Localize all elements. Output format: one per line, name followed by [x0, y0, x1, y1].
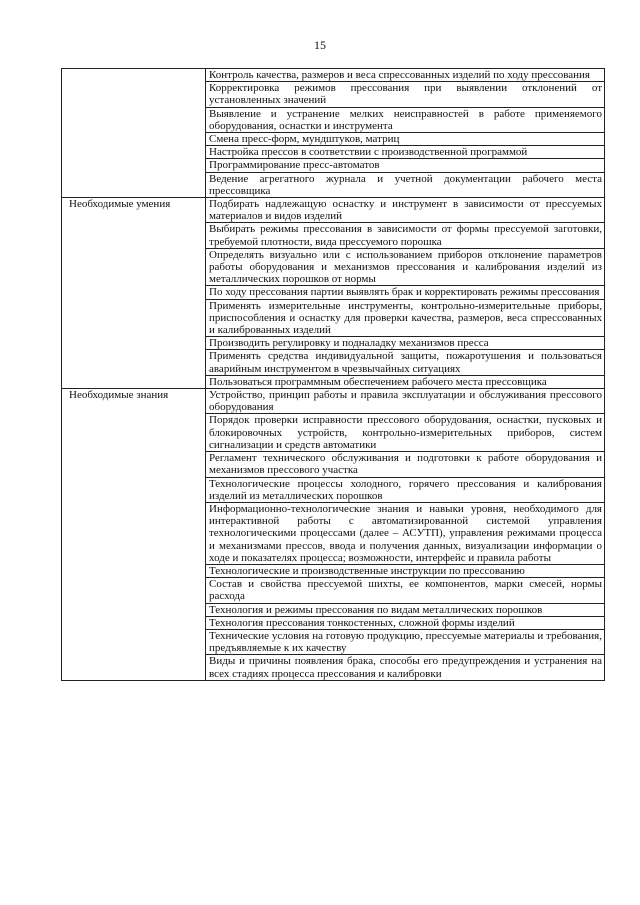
- item-cell: Выявление и устранение мелких неисправностей в работе применяемого оборудования, оснастки и инструмента: [206, 107, 605, 132]
- category-cell: [62, 198, 206, 389]
- item-cell: Технология прессования тонкостенных, сложной формы изделий: [206, 616, 605, 629]
- table-row: [62, 198, 605, 223]
- item-cell: Пользоваться программным обеспечением рабочего места прессовщика: [206, 375, 605, 388]
- item-cell: Регламент технического обслуживания и подготовки к работе оборудования и механизмов прессового участка: [206, 452, 605, 477]
- competency-table: [61, 68, 605, 681]
- item-cell: Технические условия на готовую продукцию, прессуемые материалы и требования, предъявляемые к их качеству: [206, 629, 605, 654]
- item-cell: Смена пресс-форм, мундштуков, матриц: [206, 133, 605, 146]
- table-row: [62, 389, 605, 414]
- category-cell: [62, 69, 206, 198]
- item-cell: Информационно-технологические знания и навыки уровня, необходимого для интерактивной работы с автоматизированной системой управления технологическими процессами (далее – АСУТП), управления режимами процесса и механизмами прессов, ввода и получения данных, визуализации информации о ходе и показателях процесса; возможности, интерфейс и правила работы: [206, 502, 605, 564]
- item-cell: Контроль качества, размеров и веса спрессованных изделий по ходу прессования: [206, 69, 605, 82]
- item-cell: Виды и причины появления брака, способы его предупреждения и устранения на всех стадиях процесса прессования и калибровки: [206, 655, 605, 680]
- competency-table-body: [62, 69, 605, 681]
- item-cell: Настройка прессов в соответствии с производственной программой: [206, 146, 605, 159]
- item-cell: Применять измерительные инструменты, контрольно-измерительные приборы, приспособления и оснастку для проверки качества, размеров, веса спрессованных и калиброванных изделий: [206, 299, 605, 337]
- item-cell: По ходу прессования партии выявлять брак и корректировать режимы прессования: [206, 286, 605, 299]
- item-cell: Определять визуально или с использованием приборов отклонение параметров работы оборудования и механизмов прессования и калибрования изделий из металлических порошков от нормы: [206, 248, 605, 286]
- category-label: Необходимые умения: [69, 198, 171, 211]
- item-cell: Технологические и производственные инструкции по прессованию: [206, 564, 605, 577]
- item-cell: Применять средства индивидуальной защиты, пожаротушения и пользоваться аварийным инструментом в чрезвычайных ситуациях: [206, 350, 605, 375]
- item-cell: Корректировка режимов прессования при выявлении отклонений от установленных значений: [206, 82, 605, 107]
- item-cell: Порядок проверки исправности прессового оборудования, оснастки, пусковых и блокировочных устройств, контрольно-измерительных приборов, систем сигнализации и средств автоматики: [206, 414, 605, 452]
- item-cell: Подбирать надлежащую оснастку и инструмент в зависимости от прессуемых материалов и видов изделий: [206, 198, 605, 223]
- category-label: Необходимые знания: [69, 389, 169, 402]
- item-cell: Ведение агрегатного журнала и учетной документации рабочего места прессовщика: [206, 172, 605, 197]
- table-row: [62, 69, 605, 82]
- item-cell: Устройство, принцип работы и правила эксплуатации и обслуживания прессового оборудования: [206, 389, 605, 414]
- category-cell: [62, 389, 206, 681]
- item-cell: Программирование пресс-автоматов: [206, 159, 605, 172]
- item-cell: Технология и режимы прессования по видам металлических порошков: [206, 603, 605, 616]
- item-cell: Состав и свойства прессуемой шихты, ее компонентов, марки смесей, нормы расхода: [206, 578, 605, 603]
- item-cell: Технологические процессы холодного, горячего прессования и калибрования изделий из металлических порошков: [206, 477, 605, 502]
- page-number: 15: [314, 38, 326, 52]
- item-cell: Производить регулировку и подналадку механизмов пресса: [206, 337, 605, 350]
- item-cell: Выбирать режимы прессования в зависимости от формы прессуемой заготовки, требуемой плотности, вида прессуемого порошка: [206, 223, 605, 248]
